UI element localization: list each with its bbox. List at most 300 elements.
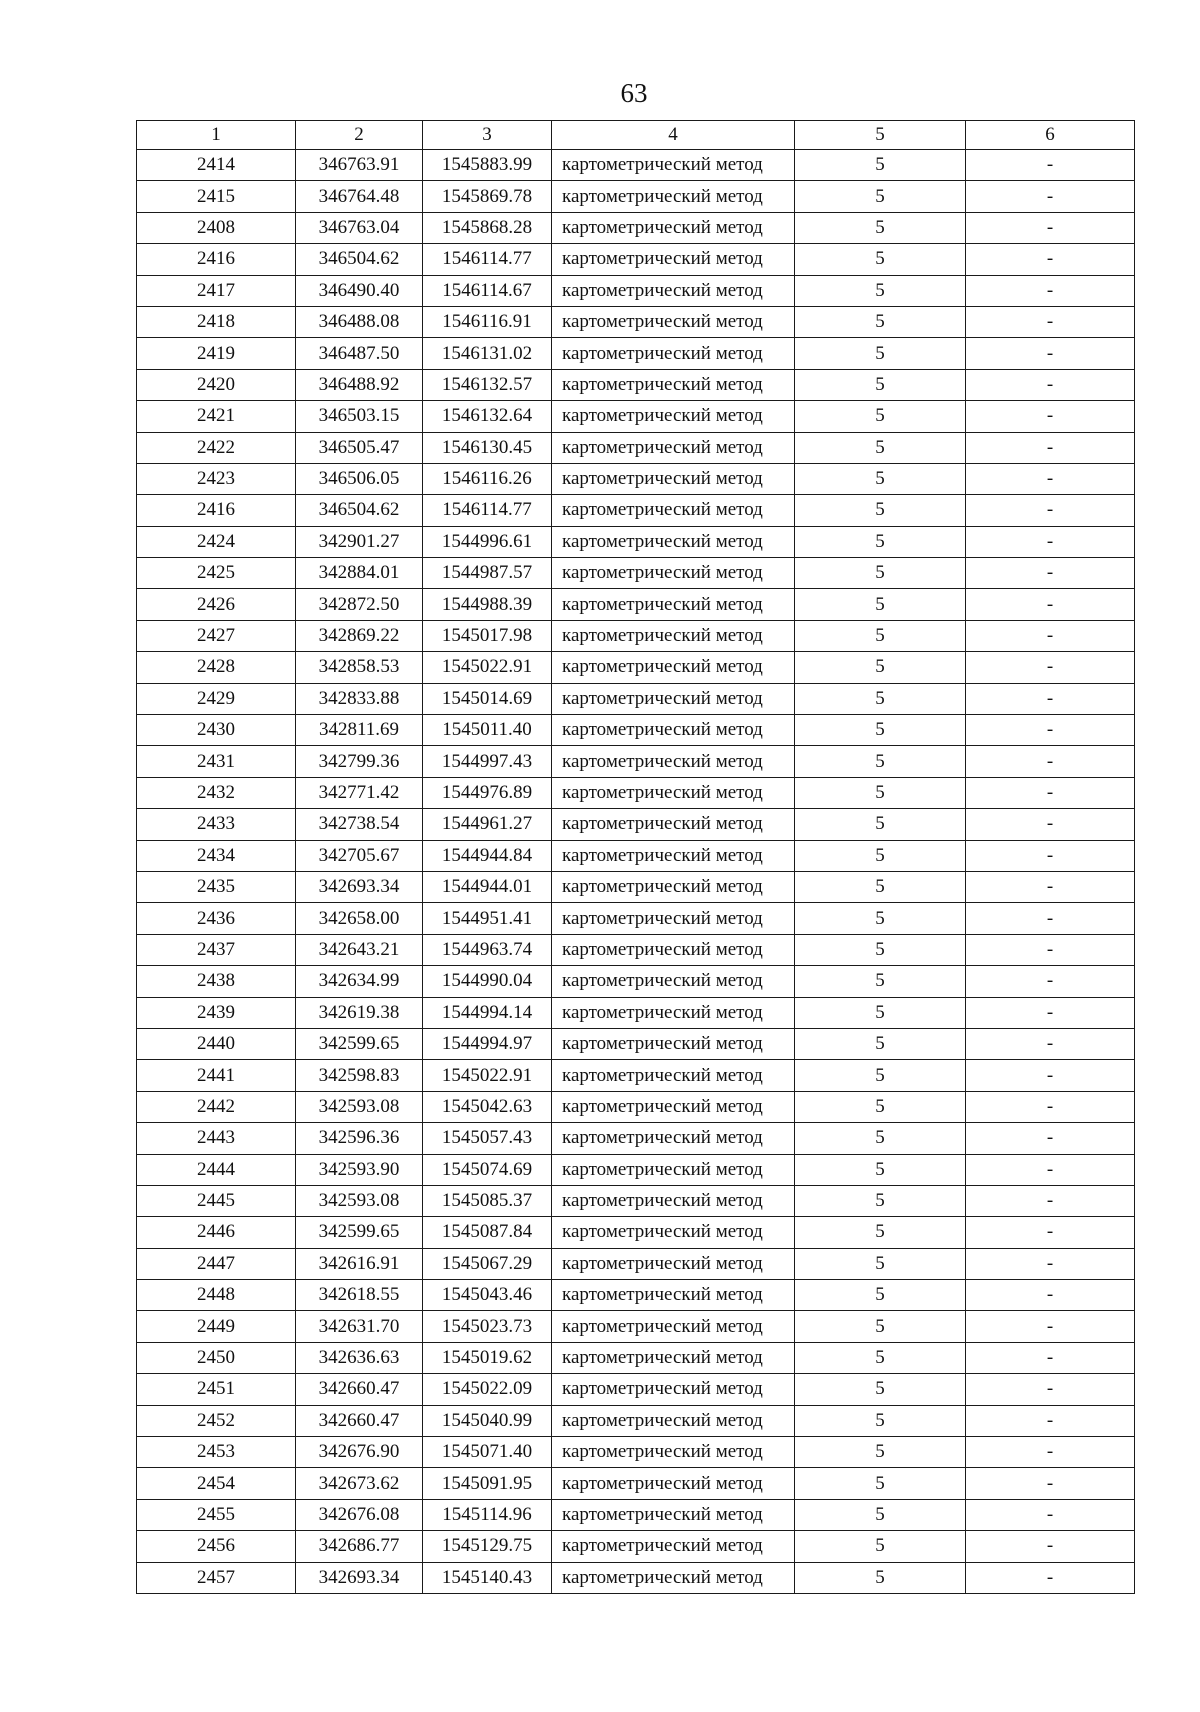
x-coordinate-cell: 346504.62 xyxy=(296,244,423,275)
accuracy-cell: 5 xyxy=(795,903,966,934)
x-coordinate-cell: 342771.42 xyxy=(296,777,423,808)
accuracy-cell: 5 xyxy=(795,150,966,181)
point-number-cell: 2436 xyxy=(137,903,296,934)
point-number-cell: 2418 xyxy=(137,306,296,337)
point-number-cell: 2426 xyxy=(137,589,296,620)
note-cell: - xyxy=(966,934,1135,965)
y-coordinate-cell: 1546116.91 xyxy=(423,306,552,337)
table-row xyxy=(137,1060,1135,1091)
x-coordinate-cell: 342660.47 xyxy=(296,1405,423,1436)
x-coordinate-cell: 342619.38 xyxy=(296,997,423,1028)
method-cell: картометрический метод xyxy=(552,1028,795,1059)
point-number-cell: 2423 xyxy=(137,463,296,494)
x-coordinate-cell: 342593.08 xyxy=(296,1185,423,1216)
column-header-1: 1 xyxy=(137,121,296,150)
note-cell: - xyxy=(966,338,1135,369)
x-coordinate-cell: 342901.27 xyxy=(296,526,423,557)
y-coordinate-cell: 1544996.61 xyxy=(423,526,552,557)
y-coordinate-cell: 1546114.77 xyxy=(423,495,552,526)
y-coordinate-cell: 1545087.84 xyxy=(423,1217,552,1248)
accuracy-cell: 5 xyxy=(795,212,966,243)
x-coordinate-cell: 342593.90 xyxy=(296,1154,423,1185)
accuracy-cell: 5 xyxy=(795,432,966,463)
note-cell: - xyxy=(966,244,1135,275)
method-cell: картометрический метод xyxy=(552,903,795,934)
note-cell: - xyxy=(966,1468,1135,1499)
method-cell: картометрический метод xyxy=(552,306,795,337)
point-number-cell: 2434 xyxy=(137,840,296,871)
point-number-cell: 2422 xyxy=(137,432,296,463)
point-number-cell: 2443 xyxy=(137,1123,296,1154)
point-number-cell: 2456 xyxy=(137,1531,296,1562)
point-number-cell: 2432 xyxy=(137,777,296,808)
x-coordinate-cell: 342599.65 xyxy=(296,1217,423,1248)
table-row xyxy=(137,463,1135,494)
accuracy-cell: 5 xyxy=(795,966,966,997)
accuracy-cell: 5 xyxy=(795,1217,966,1248)
note-cell: - xyxy=(966,746,1135,777)
accuracy-cell: 5 xyxy=(795,1499,966,1530)
table-row xyxy=(137,275,1135,306)
x-coordinate-cell: 342858.53 xyxy=(296,652,423,683)
accuracy-cell: 5 xyxy=(795,1531,966,1562)
y-coordinate-cell: 1546114.67 xyxy=(423,275,552,306)
point-number-cell: 2429 xyxy=(137,683,296,714)
note-cell: - xyxy=(966,463,1135,494)
accuracy-cell: 5 xyxy=(795,369,966,400)
accuracy-cell: 5 xyxy=(795,1185,966,1216)
table-row xyxy=(137,150,1135,181)
x-coordinate-cell: 342693.34 xyxy=(296,1562,423,1593)
accuracy-cell: 5 xyxy=(795,526,966,557)
x-coordinate-cell: 346504.62 xyxy=(296,495,423,526)
note-cell: - xyxy=(966,1154,1135,1185)
table-row xyxy=(137,1248,1135,1279)
method-cell: картометрический метод xyxy=(552,369,795,400)
accuracy-cell: 5 xyxy=(795,401,966,432)
x-coordinate-cell: 342616.91 xyxy=(296,1248,423,1279)
point-number-cell: 2419 xyxy=(137,338,296,369)
y-coordinate-cell: 1544944.01 xyxy=(423,871,552,902)
x-coordinate-cell: 342811.69 xyxy=(296,715,423,746)
method-cell: картометрический метод xyxy=(552,715,795,746)
table-row xyxy=(137,589,1135,620)
point-number-cell: 2416 xyxy=(137,244,296,275)
accuracy-cell: 5 xyxy=(795,1374,966,1405)
note-cell: - xyxy=(966,369,1135,400)
table-row xyxy=(137,1217,1135,1248)
method-cell: картометрический метод xyxy=(552,997,795,1028)
point-number-cell: 2446 xyxy=(137,1217,296,1248)
x-coordinate-cell: 346506.05 xyxy=(296,463,423,494)
point-number-cell: 2448 xyxy=(137,1280,296,1311)
y-coordinate-cell: 1544944.84 xyxy=(423,840,552,871)
method-cell: картометрический метод xyxy=(552,526,795,557)
method-cell: картометрический метод xyxy=(552,432,795,463)
x-coordinate-cell: 342869.22 xyxy=(296,620,423,651)
accuracy-cell: 5 xyxy=(795,715,966,746)
point-number-cell: 2421 xyxy=(137,401,296,432)
point-number-cell: 2433 xyxy=(137,809,296,840)
accuracy-cell: 5 xyxy=(795,495,966,526)
x-coordinate-cell: 342676.90 xyxy=(296,1437,423,1468)
note-cell: - xyxy=(966,652,1135,683)
y-coordinate-cell: 1546130.45 xyxy=(423,432,552,463)
point-number-cell: 2435 xyxy=(137,871,296,902)
accuracy-cell: 5 xyxy=(795,1028,966,1059)
method-cell: картометрический метод xyxy=(552,1280,795,1311)
note-cell: - xyxy=(966,1374,1135,1405)
y-coordinate-cell: 1545114.96 xyxy=(423,1499,552,1530)
note-cell: - xyxy=(966,401,1135,432)
note-cell: - xyxy=(966,620,1135,651)
accuracy-cell: 5 xyxy=(795,1311,966,1342)
x-coordinate-cell: 342676.08 xyxy=(296,1499,423,1530)
x-coordinate-cell: 346505.47 xyxy=(296,432,423,463)
table-row xyxy=(137,966,1135,997)
method-cell: картометрический метод xyxy=(552,934,795,965)
method-cell: картометрический метод xyxy=(552,181,795,212)
table-row xyxy=(137,1468,1135,1499)
x-coordinate-cell: 342631.70 xyxy=(296,1311,423,1342)
table-row xyxy=(137,432,1135,463)
note-cell: - xyxy=(966,840,1135,871)
note-cell: - xyxy=(966,150,1135,181)
accuracy-cell: 5 xyxy=(795,934,966,965)
accuracy-cell: 5 xyxy=(795,1280,966,1311)
x-coordinate-cell: 342705.67 xyxy=(296,840,423,871)
table-row xyxy=(137,620,1135,651)
point-number-cell: 2420 xyxy=(137,369,296,400)
note-cell: - xyxy=(966,1091,1135,1122)
accuracy-cell: 5 xyxy=(795,558,966,589)
note-cell: - xyxy=(966,558,1135,589)
column-header-4: 4 xyxy=(552,121,795,150)
y-coordinate-cell: 1545014.69 xyxy=(423,683,552,714)
point-number-cell: 2440 xyxy=(137,1028,296,1059)
accuracy-cell: 5 xyxy=(795,997,966,1028)
x-coordinate-cell: 342658.00 xyxy=(296,903,423,934)
accuracy-cell: 5 xyxy=(795,1468,966,1499)
accuracy-cell: 5 xyxy=(795,652,966,683)
point-number-cell: 2444 xyxy=(137,1154,296,1185)
table-row xyxy=(137,181,1135,212)
column-header-5: 5 xyxy=(795,121,966,150)
accuracy-cell: 5 xyxy=(795,809,966,840)
note-cell: - xyxy=(966,1280,1135,1311)
table-row xyxy=(137,652,1135,683)
table-row xyxy=(137,526,1135,557)
point-number-cell: 2441 xyxy=(137,1060,296,1091)
y-coordinate-cell: 1545042.63 xyxy=(423,1091,552,1122)
column-header-3: 3 xyxy=(423,121,552,150)
note-cell: - xyxy=(966,181,1135,212)
table-row xyxy=(137,746,1135,777)
y-coordinate-cell: 1545140.43 xyxy=(423,1562,552,1593)
point-number-cell: 2442 xyxy=(137,1091,296,1122)
x-coordinate-cell: 342593.08 xyxy=(296,1091,423,1122)
method-cell: картометрический метод xyxy=(552,275,795,306)
note-cell: - xyxy=(966,589,1135,620)
y-coordinate-cell: 1545091.95 xyxy=(423,1468,552,1499)
table-row xyxy=(137,244,1135,275)
accuracy-cell: 5 xyxy=(795,1562,966,1593)
x-coordinate-cell: 342596.36 xyxy=(296,1123,423,1154)
accuracy-cell: 5 xyxy=(795,1123,966,1154)
point-number-cell: 2455 xyxy=(137,1499,296,1530)
y-coordinate-cell: 1545085.37 xyxy=(423,1185,552,1216)
accuracy-cell: 5 xyxy=(795,589,966,620)
point-number-cell: 2424 xyxy=(137,526,296,557)
point-number-cell: 2425 xyxy=(137,558,296,589)
method-cell: картометрический метод xyxy=(552,1248,795,1279)
table-row xyxy=(137,1154,1135,1185)
note-cell: - xyxy=(966,212,1135,243)
table-row xyxy=(137,934,1135,965)
note-cell: - xyxy=(966,1123,1135,1154)
y-coordinate-cell: 1544987.57 xyxy=(423,558,552,589)
note-cell: - xyxy=(966,1342,1135,1373)
x-coordinate-cell: 342799.36 xyxy=(296,746,423,777)
method-cell: картометрический метод xyxy=(552,840,795,871)
x-coordinate-cell: 342693.34 xyxy=(296,871,423,902)
point-number-cell: 2450 xyxy=(137,1342,296,1373)
table-row xyxy=(137,840,1135,871)
table-row xyxy=(137,1531,1135,1562)
note-cell: - xyxy=(966,903,1135,934)
note-cell: - xyxy=(966,777,1135,808)
table-row xyxy=(137,1374,1135,1405)
x-coordinate-cell: 342618.55 xyxy=(296,1280,423,1311)
point-number-cell: 2452 xyxy=(137,1405,296,1436)
point-number-cell: 2408 xyxy=(137,212,296,243)
accuracy-cell: 5 xyxy=(795,244,966,275)
method-cell: картометрический метод xyxy=(552,809,795,840)
y-coordinate-cell: 1545017.98 xyxy=(423,620,552,651)
table-row xyxy=(137,1437,1135,1468)
table-row xyxy=(137,777,1135,808)
y-coordinate-cell: 1544990.04 xyxy=(423,966,552,997)
method-cell: картометрический метод xyxy=(552,1060,795,1091)
y-coordinate-cell: 1546131.02 xyxy=(423,338,552,369)
method-cell: картометрический метод xyxy=(552,871,795,902)
method-cell: картометрический метод xyxy=(552,401,795,432)
table-row xyxy=(137,306,1135,337)
method-cell: картометрический метод xyxy=(552,1154,795,1185)
y-coordinate-cell: 1545022.91 xyxy=(423,1060,552,1091)
accuracy-cell: 5 xyxy=(795,1342,966,1373)
point-number-cell: 2427 xyxy=(137,620,296,651)
method-cell: картометрический метод xyxy=(552,1405,795,1436)
note-cell: - xyxy=(966,683,1135,714)
x-coordinate-cell: 342599.65 xyxy=(296,1028,423,1059)
coordinates-table xyxy=(136,120,1135,1594)
accuracy-cell: 5 xyxy=(795,1437,966,1468)
method-cell: картометрический метод xyxy=(552,495,795,526)
method-cell: картометрический метод xyxy=(552,1342,795,1373)
x-coordinate-cell: 342872.50 xyxy=(296,589,423,620)
point-number-cell: 2414 xyxy=(137,150,296,181)
y-coordinate-cell: 1545129.75 xyxy=(423,1531,552,1562)
x-coordinate-cell: 342643.21 xyxy=(296,934,423,965)
point-number-cell: 2417 xyxy=(137,275,296,306)
x-coordinate-cell: 346503.15 xyxy=(296,401,423,432)
accuracy-cell: 5 xyxy=(795,338,966,369)
note-cell: - xyxy=(966,1499,1135,1530)
method-cell: картометрический метод xyxy=(552,1123,795,1154)
table-row xyxy=(137,715,1135,746)
method-cell: картометрический метод xyxy=(552,1562,795,1593)
table-row xyxy=(137,809,1135,840)
note-cell: - xyxy=(966,1531,1135,1562)
accuracy-cell: 5 xyxy=(795,871,966,902)
y-coordinate-cell: 1544997.43 xyxy=(423,746,552,777)
x-coordinate-cell: 342660.47 xyxy=(296,1374,423,1405)
method-cell: картометрический метод xyxy=(552,966,795,997)
accuracy-cell: 5 xyxy=(795,683,966,714)
method-cell: картометрический метод xyxy=(552,558,795,589)
x-coordinate-cell: 346764.48 xyxy=(296,181,423,212)
accuracy-cell: 5 xyxy=(795,777,966,808)
y-coordinate-cell: 1546114.77 xyxy=(423,244,552,275)
method-cell: картометрический метод xyxy=(552,150,795,181)
point-number-cell: 2454 xyxy=(137,1468,296,1499)
y-coordinate-cell: 1545067.29 xyxy=(423,1248,552,1279)
y-coordinate-cell: 1545074.69 xyxy=(423,1154,552,1185)
table-row xyxy=(137,1499,1135,1530)
x-coordinate-cell: 346763.04 xyxy=(296,212,423,243)
method-cell: картометрический метод xyxy=(552,589,795,620)
point-number-cell: 2438 xyxy=(137,966,296,997)
note-cell: - xyxy=(966,1185,1135,1216)
table-row xyxy=(137,997,1135,1028)
method-cell: картометрический метод xyxy=(552,1531,795,1562)
table-row xyxy=(137,1342,1135,1373)
point-number-cell: 2457 xyxy=(137,1562,296,1593)
x-coordinate-cell: 342636.63 xyxy=(296,1342,423,1373)
column-header-2: 2 xyxy=(296,121,423,150)
method-cell: картометрический метод xyxy=(552,1185,795,1216)
table-header xyxy=(137,121,1135,150)
y-coordinate-cell: 1545022.91 xyxy=(423,652,552,683)
note-cell: - xyxy=(966,966,1135,997)
accuracy-cell: 5 xyxy=(795,1248,966,1279)
table-row xyxy=(137,871,1135,902)
method-cell: картометрический метод xyxy=(552,1499,795,1530)
note-cell: - xyxy=(966,1437,1135,1468)
x-coordinate-cell: 346763.91 xyxy=(296,150,423,181)
method-cell: картометрический метод xyxy=(552,620,795,651)
accuracy-cell: 5 xyxy=(795,1154,966,1185)
accuracy-cell: 5 xyxy=(795,1405,966,1436)
accuracy-cell: 5 xyxy=(795,746,966,777)
accuracy-cell: 5 xyxy=(795,1091,966,1122)
accuracy-cell: 5 xyxy=(795,620,966,651)
method-cell: картометрический метод xyxy=(552,212,795,243)
table-row xyxy=(137,338,1135,369)
y-coordinate-cell: 1545071.40 xyxy=(423,1437,552,1468)
note-cell: - xyxy=(966,526,1135,557)
accuracy-cell: 5 xyxy=(795,275,966,306)
table-row xyxy=(137,1311,1135,1342)
note-cell: - xyxy=(966,306,1135,337)
note-cell: - xyxy=(966,495,1135,526)
y-coordinate-cell: 1544994.14 xyxy=(423,997,552,1028)
table-row xyxy=(137,1028,1135,1059)
x-coordinate-cell: 342884.01 xyxy=(296,558,423,589)
method-cell: картометрический метод xyxy=(552,777,795,808)
table-row xyxy=(137,1091,1135,1122)
note-cell: - xyxy=(966,809,1135,840)
y-coordinate-cell: 1545057.43 xyxy=(423,1123,552,1154)
note-cell: - xyxy=(966,997,1135,1028)
y-coordinate-cell: 1545023.73 xyxy=(423,1311,552,1342)
method-cell: картометрический метод xyxy=(552,652,795,683)
note-cell: - xyxy=(966,1028,1135,1059)
point-number-cell: 2416 xyxy=(137,495,296,526)
y-coordinate-cell: 1545011.40 xyxy=(423,715,552,746)
table-row xyxy=(137,401,1135,432)
point-number-cell: 2437 xyxy=(137,934,296,965)
table-body xyxy=(137,150,1135,1594)
point-number-cell: 2445 xyxy=(137,1185,296,1216)
table-row xyxy=(137,1405,1135,1436)
method-cell: картометрический метод xyxy=(552,1374,795,1405)
header-row xyxy=(137,121,1135,150)
x-coordinate-cell: 346488.92 xyxy=(296,369,423,400)
method-cell: картометрический метод xyxy=(552,244,795,275)
table-row xyxy=(137,369,1135,400)
note-cell: - xyxy=(966,1248,1135,1279)
point-number-cell: 2453 xyxy=(137,1437,296,1468)
point-number-cell: 2428 xyxy=(137,652,296,683)
table-row xyxy=(137,683,1135,714)
y-coordinate-cell: 1545043.46 xyxy=(423,1280,552,1311)
y-coordinate-cell: 1544994.97 xyxy=(423,1028,552,1059)
method-cell: картометрический метод xyxy=(552,746,795,777)
note-cell: - xyxy=(966,432,1135,463)
y-coordinate-cell: 1544951.41 xyxy=(423,903,552,934)
x-coordinate-cell: 346488.08 xyxy=(296,306,423,337)
point-number-cell: 2451 xyxy=(137,1374,296,1405)
note-cell: - xyxy=(966,1060,1135,1091)
note-cell: - xyxy=(966,1562,1135,1593)
point-number-cell: 2447 xyxy=(137,1248,296,1279)
x-coordinate-cell: 346487.50 xyxy=(296,338,423,369)
table-row xyxy=(137,558,1135,589)
point-number-cell: 2439 xyxy=(137,997,296,1028)
point-number-cell: 2431 xyxy=(137,746,296,777)
method-cell: картометрический метод xyxy=(552,1091,795,1122)
method-cell: картометрический метод xyxy=(552,1311,795,1342)
y-coordinate-cell: 1545040.99 xyxy=(423,1405,552,1436)
note-cell: - xyxy=(966,275,1135,306)
y-coordinate-cell: 1546132.57 xyxy=(423,369,552,400)
table-row xyxy=(137,1123,1135,1154)
x-coordinate-cell: 346490.40 xyxy=(296,275,423,306)
column-header-6: 6 xyxy=(966,121,1135,150)
point-number-cell: 2449 xyxy=(137,1311,296,1342)
y-coordinate-cell: 1546116.26 xyxy=(423,463,552,494)
table-row xyxy=(137,1280,1135,1311)
point-number-cell: 2430 xyxy=(137,715,296,746)
table-row xyxy=(137,903,1135,934)
accuracy-cell: 5 xyxy=(795,463,966,494)
method-cell: картометрический метод xyxy=(552,463,795,494)
x-coordinate-cell: 342673.62 xyxy=(296,1468,423,1499)
method-cell: картометрический метод xyxy=(552,338,795,369)
table-row xyxy=(137,212,1135,243)
